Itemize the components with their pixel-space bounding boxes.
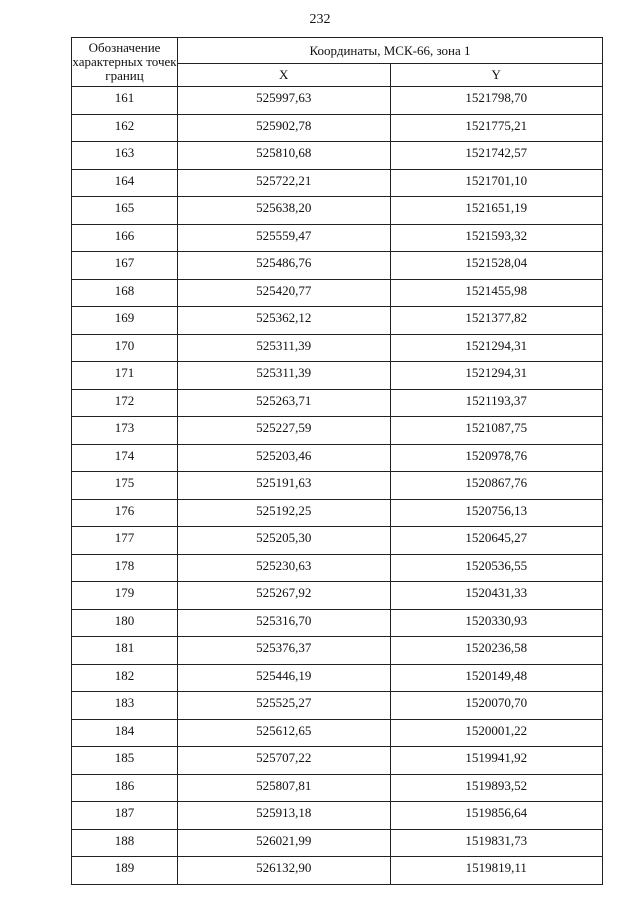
cell-y: 1520645,27: [390, 527, 603, 555]
cell-point: 164: [72, 169, 178, 197]
cell-point: 184: [72, 719, 178, 747]
table-row: [72, 279, 603, 307]
table-row: [72, 692, 603, 720]
table-row: [72, 197, 603, 225]
cell-point: 182: [72, 664, 178, 692]
cell-x: 525311,39: [178, 334, 391, 362]
header-x: X: [178, 64, 391, 87]
cell-y: 1519893,52: [390, 774, 603, 802]
cell-y: 1521742,57: [390, 142, 603, 170]
cell-y: 1520867,76: [390, 472, 603, 500]
table-row: [72, 747, 603, 775]
cell-point: 171: [72, 362, 178, 390]
cell-y: 1520536,55: [390, 554, 603, 582]
header-y: Y: [390, 64, 603, 87]
cell-y: 1520330,93: [390, 609, 603, 637]
cell-x: 525525,27: [178, 692, 391, 720]
page-number: 232: [309, 12, 331, 27]
cell-y: 1521701,10: [390, 169, 603, 197]
cell-x: 525707,22: [178, 747, 391, 775]
table-row: [72, 719, 603, 747]
coordinates-table: [71, 37, 603, 885]
table-row: [72, 857, 603, 885]
cell-point: 176: [72, 499, 178, 527]
cell-y: 1521377,82: [390, 307, 603, 335]
cell-y: 1521528,04: [390, 252, 603, 280]
cell-x: 525420,77: [178, 279, 391, 307]
cell-y: 1520001,22: [390, 719, 603, 747]
cell-x: 525263,71: [178, 389, 391, 417]
cell-point: 172: [72, 389, 178, 417]
table-row: [72, 802, 603, 830]
header-coordinates: Координаты, МСК-66, зона 1: [178, 38, 603, 64]
cell-point: 177: [72, 527, 178, 555]
cell-x: 525376,37: [178, 637, 391, 665]
table-row: [72, 609, 603, 637]
table-row: [72, 444, 603, 472]
table-row: [72, 554, 603, 582]
cell-y: 1519856,64: [390, 802, 603, 830]
cell-x: 525807,81: [178, 774, 391, 802]
cell-point: 174: [72, 444, 178, 472]
table-row: [72, 114, 603, 142]
cell-point: 169: [72, 307, 178, 335]
cell-x: 526132,90: [178, 857, 391, 885]
cell-y: 1519831,73: [390, 829, 603, 857]
cell-point: 179: [72, 582, 178, 610]
table-body: [72, 87, 603, 885]
cell-point: 163: [72, 142, 178, 170]
cell-y: 1520149,48: [390, 664, 603, 692]
table-row: [72, 774, 603, 802]
cell-x: 525638,20: [178, 197, 391, 225]
cell-point: 165: [72, 197, 178, 225]
cell-x: 525902,78: [178, 114, 391, 142]
cell-x: 525267,92: [178, 582, 391, 610]
cell-y: 1520756,13: [390, 499, 603, 527]
cell-y: 1521193,37: [390, 389, 603, 417]
cell-x: 525722,21: [178, 169, 391, 197]
cell-x: 525486,76: [178, 252, 391, 280]
table-row: [72, 142, 603, 170]
table-row: [72, 829, 603, 857]
cell-y: 1521455,98: [390, 279, 603, 307]
cell-y: 1521294,31: [390, 334, 603, 362]
cell-x: 525227,59: [178, 417, 391, 445]
cell-x: 525192,25: [178, 499, 391, 527]
table-row: [72, 664, 603, 692]
table-row: [72, 637, 603, 665]
cell-point: 186: [72, 774, 178, 802]
table-row: [72, 87, 603, 115]
table-row: [72, 224, 603, 252]
table-row: [72, 334, 603, 362]
cell-x: 525191,63: [178, 472, 391, 500]
cell-x: 525203,46: [178, 444, 391, 472]
cell-y: 1521294,31: [390, 362, 603, 390]
cell-x: 525362,12: [178, 307, 391, 335]
cell-x: 525559,47: [178, 224, 391, 252]
cell-x: 525913,18: [178, 802, 391, 830]
table-row: [72, 252, 603, 280]
cell-y: 1521798,70: [390, 87, 603, 115]
cell-y: 1521651,19: [390, 197, 603, 225]
cell-point: 162: [72, 114, 178, 142]
cell-y: 1519941,92: [390, 747, 603, 775]
cell-x: 525230,63: [178, 554, 391, 582]
cell-y: 1519819,11: [390, 857, 603, 885]
table-row: [72, 417, 603, 445]
table-row: [72, 362, 603, 390]
cell-y: 1521593,32: [390, 224, 603, 252]
cell-point: 166: [72, 224, 178, 252]
cell-y: 1520431,33: [390, 582, 603, 610]
table-row: [72, 307, 603, 335]
cell-point: 185: [72, 747, 178, 775]
cell-point: 168: [72, 279, 178, 307]
cell-point: 180: [72, 609, 178, 637]
cell-point: 173: [72, 417, 178, 445]
cell-x: 526021,99: [178, 829, 391, 857]
cell-point: 187: [72, 802, 178, 830]
table-row: [72, 472, 603, 500]
cell-point: 178: [72, 554, 178, 582]
cell-x: 525810,68: [178, 142, 391, 170]
table-row: [72, 169, 603, 197]
cell-x: 525205,30: [178, 527, 391, 555]
cell-y: 1520978,76: [390, 444, 603, 472]
cell-y: 1520236,58: [390, 637, 603, 665]
table-row: [72, 582, 603, 610]
cell-point: 181: [72, 637, 178, 665]
cell-x: 525612,65: [178, 719, 391, 747]
table-row: [72, 499, 603, 527]
cell-point: 188: [72, 829, 178, 857]
header-point-designation: Обозначение характерных точек границ: [72, 38, 178, 87]
cell-point: 175: [72, 472, 178, 500]
cell-point: 189: [72, 857, 178, 885]
cell-y: 1521087,75: [390, 417, 603, 445]
cell-point: 170: [72, 334, 178, 362]
cell-x: 525997,63: [178, 87, 391, 115]
cell-x: 525446,19: [178, 664, 391, 692]
cell-y: 1521775,21: [390, 114, 603, 142]
cell-point: 183: [72, 692, 178, 720]
table-row: [72, 527, 603, 555]
cell-x: 525316,70: [178, 609, 391, 637]
cell-point: 161: [72, 87, 178, 115]
cell-x: 525311,39: [178, 362, 391, 390]
cell-point: 167: [72, 252, 178, 280]
cell-y: 1520070,70: [390, 692, 603, 720]
table-row: [72, 389, 603, 417]
